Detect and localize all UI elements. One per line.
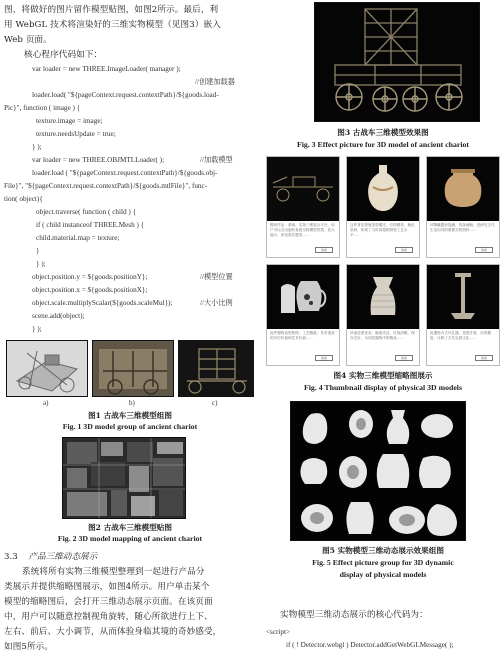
code-line: var loader = new THREE.ImageLoader( manager ); [32,65,181,73]
fig1-caption-en: Fig. 1 3D model group of ancient chariot [62,422,198,431]
thumbnail-desc: 该陶罐器形饱满，线条流畅，是研究古代生活用具的重要实物资料…… [427,221,499,257]
code-line: texture.needsUpdate = true; [36,130,116,138]
code-line: object.scale.multiplyScalar(${goods.scaleMul}); [32,299,173,307]
core-code-label: 核心程序代码如下： [24,50,103,60]
thumbnail-desc: 此器物为古代礼器，造型庄重，纹饰繁复，反映了古代礼制文化…… [427,329,499,365]
thumbnail-view-button[interactable]: 查看 [395,355,413,361]
fig1-sublabel-c: c) [212,399,218,407]
code-line: } ); [32,325,42,333]
code-line: if ( child instanceof THREE.Mesh ) { [36,221,145,229]
fig3-chariot-render [314,2,480,122]
thumbnail-card[interactable] [346,156,420,258]
thumbnail-card[interactable] [426,156,500,258]
intro-line-3: Web 页面。 [4,35,52,45]
fig1-image-c [178,340,254,397]
code-line: child.material.map = texture; [36,234,120,242]
fig4-thumbnail-grid [262,156,504,368]
intro-line-1: 图，将做好的图片留作模型贴图，如图2所示。最后，利 [4,5,219,15]
code-comment: //模型位置 [200,273,233,281]
thumbnail-card[interactable] [266,264,340,366]
fig5-caption-en-1: Fig. 5 Effect picture group for 3D dynamic [312,558,454,567]
thumbnail-image[interactable] [427,157,499,221]
tail-code-line: if ( ! Detector.webgl ) Detector.addGetWebGLMessage( ); [286,641,454,649]
thumbnail-image[interactable] [347,265,419,329]
thumbnail-desc: 这件青花瓷瓶造型端庄，纹饰精美，釉色莹润，体现了当时高超的制瓷工艺水平…… [347,221,419,257]
thumbnail-view-button[interactable]: 查看 [315,247,333,253]
thumbnail-card[interactable] [346,264,420,366]
fig3-caption-cn: 图3 古战车三维模型效果图 [337,128,429,137]
thumbnail-image[interactable] [267,265,339,329]
thumbnail-card[interactable] [266,156,340,258]
code-comment: //大小比例 [200,299,233,307]
section-line-2: 类展示并提供缩略图展示，如图4所示。用户单击某个 [4,582,210,592]
code-line: loader.load( "${pageContext.request.contextPath}/${goods.load- [32,91,219,99]
thumbnail-desc: 此件器物造型独特，工艺精湛，具有很高的历史价值和艺术价值…… [267,329,339,365]
thumbnail-view-button[interactable]: 查看 [395,247,413,253]
fig5-caption-en-2: display of physical models [339,570,427,579]
fig4-caption-en: Fig. 4 Thumbnail display of physical 3D models [304,383,462,392]
section-title: 产品三维动态展示 [28,552,98,562]
thumbnail-view-button[interactable]: 查看 [475,355,493,361]
section-line-1: 系统将所有实物三维模型整理到一起进行产品分 [22,567,205,577]
code-line: var loader = new THREE.OBJMTLLoader( ); [32,156,165,164]
fig1-image-a [6,340,88,397]
code-line: Pic}", function ( image ) { [4,104,81,112]
tail-label: 实物模型三维动态展示的核心代码为： [280,610,428,620]
code-line: texture.image = image; [36,117,103,125]
thumbnail-image[interactable] [347,157,419,221]
section-line-3: 模型的缩略图后，会打开三维动态展示页面。在该页面 [4,597,213,607]
fig1-sublabel-a: a) [43,399,49,407]
intro-line-2: 用 WebGL 技术将渲染好的三维实物模型（见图3）嵌入 [4,20,221,30]
section-line-6: 如图5所示。 [4,642,54,652]
section-heading [4,550,97,562]
code-line: object.position.x = ${goods.positionX}; [32,286,148,294]
code-line: loader.load ( "${pageContext.request.contextPath}/${goods.obj- [32,169,218,177]
fig2-caption-en: Fig. 2 3D model mapping of ancient chariot [57,534,203,543]
code-comment: //创建加载器 [195,78,235,86]
code-line: object.position.y = ${goods.positionY}; [32,273,148,281]
code-line: object.traverse( function ( child ) { [36,208,137,216]
fig2-texture-map [62,437,186,519]
code-comment: //加载模型 [200,156,233,164]
section-number: 3.3 [4,552,18,562]
fig1-caption-cn: 图1 古战车三维模型组图 [88,411,172,420]
section-line-5: 左右、前后、大小调节，从而体验身临其境的奇妙感受， [4,627,222,637]
thumbnail-image[interactable] [267,157,339,221]
fig5-dynamic-display [290,401,466,541]
code-line: } ); [36,260,46,268]
code-line: } [36,247,40,255]
thumbnail-desc: 该壶造型优美，釉面光洁，纹饰清晰，保存完好，为同类器物中的精品…… [347,329,419,365]
thumbnail-view-button[interactable]: 查看 [315,355,333,361]
fig3-caption-en: Fig. 3 Effect picture for 3D model of ancient chariot [296,140,470,149]
code-line: tion( object){ [4,195,43,203]
fig1-image-b [92,340,174,397]
tail-code-line: <script> [266,628,291,636]
code-line: scene.add(object); [32,312,85,320]
code-line: File}", "${pageContext.request.contextPath}/${goods.mtlFile}", func- [4,182,208,190]
fig2-caption-cn: 图2 古战车三维模型贴图 [88,523,172,532]
thumbnail-card[interactable] [426,264,500,366]
thumbnail-image[interactable] [427,265,499,329]
fig1-sublabel-b: b) [129,399,135,407]
thumbnail-view-button[interactable]: 查看 [475,247,493,253]
section-line-4: 中，用户可以随意控制视角旋转，随心所欲进行上下、 [4,612,213,622]
fig4-caption-cn: 图4 实物三维模型缩略图展示 [333,371,433,380]
code-line: } ); [32,143,42,151]
thumbnail-desc: 模块作品：系统。实物三维展示平台，用户可以自由旋转查看实物模型效果，放大缩小，体验真实感受…… [267,221,339,257]
fig5-caption-cn: 图5 实物模型三维动态展示效果组图 [322,546,444,555]
